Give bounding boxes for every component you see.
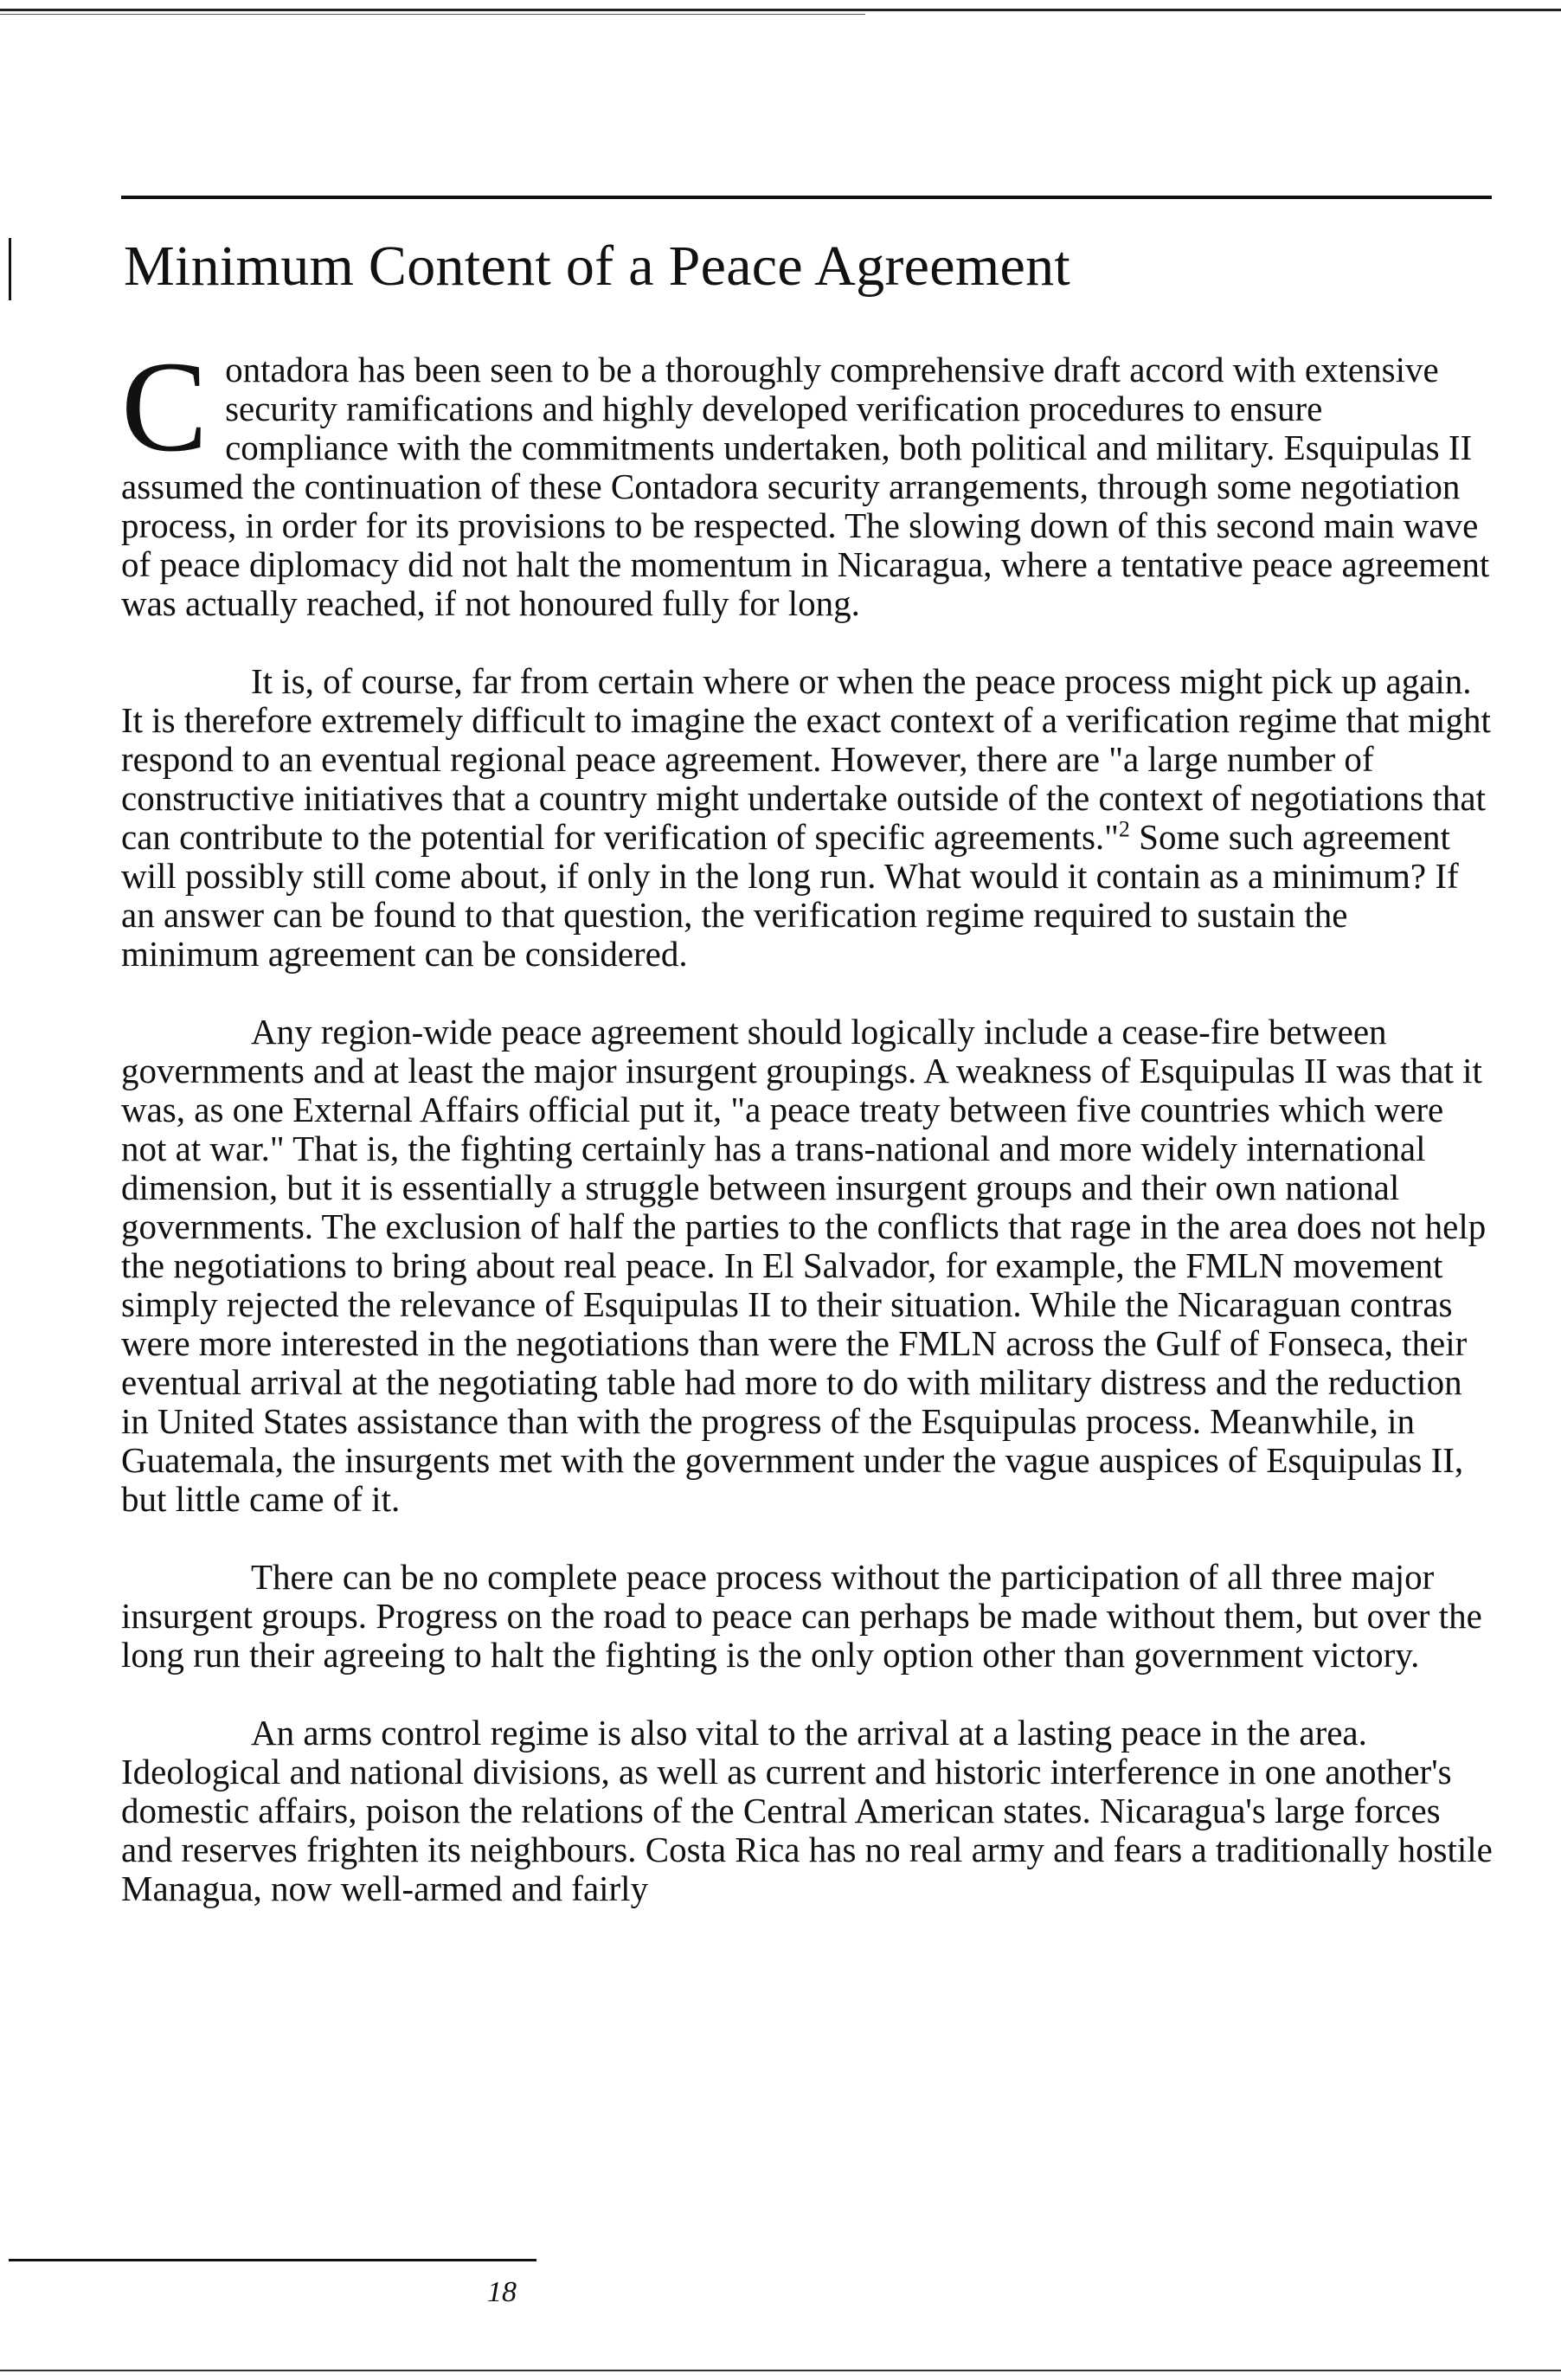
footer-rule: [9, 2259, 536, 2261]
drop-cap: C: [121, 335, 209, 479]
paragraph-5: [121, 1714, 1493, 1908]
bottom-scan-edge-line: [0, 2370, 1561, 2371]
paragraph-4-text: There can be no complete peace process without the participation of all three major insurgent groups. Progress on the road to peace can perhaps be made without them, but over the long run their agreeing to halt the fighting is the only option other than government victory.: [121, 1557, 1482, 1675]
left-margin-mark: [9, 238, 11, 300]
paragraph-4: [121, 1558, 1493, 1675]
paragraph-2-text: It is, of course, far from certain where or when the peace process might pick up again. It is therefore extremely difficult to imagine the exact context of a verification regime that might respond to an eventual regional peace agreement. However, there are "a large number of constructive initiatives that a country might undertake outside of the context of negotiations that can contribute to the potential for verification of specific agreements.": [121, 661, 1491, 857]
paragraph-2-text-continued: Some such agreement will possibly still come about, if only in the long run. What would it contain as a minimum? If an answer can be found to that question, the verification regime required to sustain the minimum agreement can be considered.: [121, 817, 1459, 974]
body-text: [121, 335, 1493, 1947]
paragraph-1: [121, 335, 1493, 623]
paragraph-3: [121, 1013, 1493, 1519]
page-title: Minimum Content of a Peace Agreement: [124, 235, 1071, 298]
header-rule: [121, 196, 1492, 199]
paragraph-2: [121, 662, 1493, 974]
top-scan-edge-line: [0, 9, 1561, 11]
page-number: 18: [487, 2276, 517, 2308]
top-scan-edge-line-secondary: [0, 14, 865, 15]
paragraph-1-text: ontadora has been seen to be a thoroughly comprehensive draft accord with extensive security ramifications and highly developed verification procedures to ensure compliance with the commitments undertaken, both political and military. Esquipulas II assumed the continuation of these Contadora security arrangements, through some negotiation process, in order for its provisions to be respected. The slowing down of this second main wave of peace diplomacy did not halt the momentum in Nicaragua, where a tentative peace agreement was actually reached, if not honoured fully for long.: [121, 350, 1490, 623]
footnote-marker: 2: [1118, 816, 1130, 842]
paragraph-5-text: An arms control regime is also vital to the arrival at a lasting peace in the area. Ideological and national divisions, as well as current and historic interference in one another's domestic affairs, poison the relations of the Central American states. Nicaragua's large forces and reserves frighten its neighbours. Costa Rica has no real army and fears a traditionally hostile Managua, now well-armed and fairly: [121, 1713, 1493, 1908]
paragraph-3-text: Any region-wide peace agreement should logically include a cease-fire between governments and at least the major insurgent groupings. A weakness of Esquipulas II was that it was, as one External Affairs official put it, "a peace treaty between five countries which were not at war." That is, the fighting certainly has a trans-national and more widely international dimension, but it is essentially a struggle between insurgent groups and their own national governments. The exclusion of half the parties to the conflicts that rage in the area does not help the negotiations to bring about real peace. In El Salvador, for example, the FMLN movement simply rejected the relevance of Esquipulas II to their situation. While the Nicaraguan contras were more interested in the negotiations than were the FMLN across the Gulf of Fonseca, their eventual arrival at the negotiating table had more to do with military distress and the reduction in United States assistance than with the progress of the Esquipulas process. Meanwhile, in Guatemala, the insurgents met with the government under the vague auspices of Esquipulas II, but little came of it.: [121, 1012, 1487, 1519]
